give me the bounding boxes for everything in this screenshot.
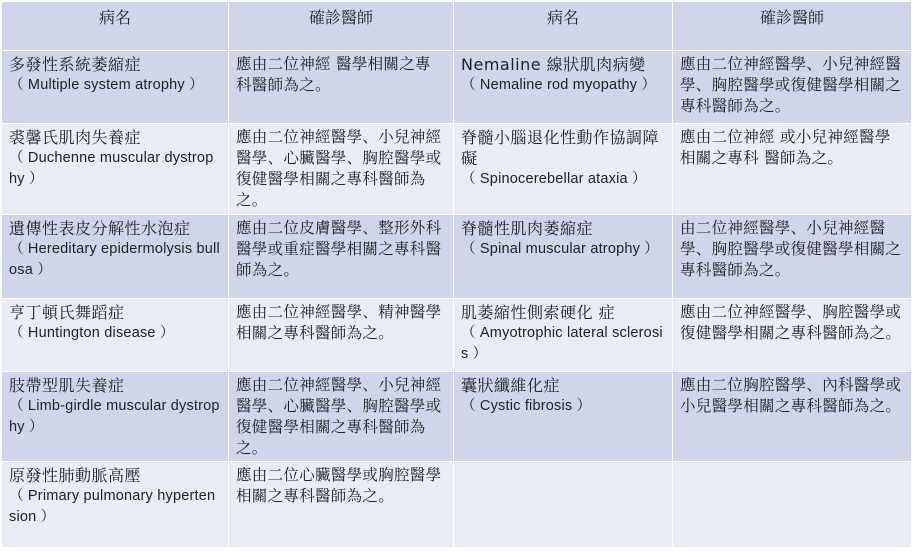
disease-cell [2, 215, 229, 299]
disease-diagnosis-table [1, 1, 912, 548]
disease-cell [2, 462, 229, 548]
doctor-text: 應由二位神經 醫學相關之專 科醫師為之。 [236, 55, 431, 94]
doctor-cell [229, 124, 454, 215]
disease-cell [2, 372, 229, 462]
disease-name-en: （ Spinal muscular atrophy ） [461, 241, 660, 257]
disease-cell [2, 124, 229, 215]
disease-name-zh: 亨丁頓氏舞蹈症 [9, 303, 125, 322]
doctor-text: 應由二位神經醫學、精神醫學相關之專科醫師為之。 [236, 303, 442, 342]
header-disease-right: 病名 [454, 2, 673, 51]
disease-cell [454, 372, 673, 462]
doctor-cell [673, 372, 912, 462]
doctor-cell [673, 462, 912, 548]
disease-name-zh: 遺傳性表皮分解性水泡症 [9, 219, 191, 238]
doctor-cell [229, 462, 454, 548]
header-disease-left: 病名 [2, 2, 229, 51]
disease-name-zh: 脊髓小腦退化性動作協調障礙 [461, 128, 660, 168]
doctor-text: 應由二位神經醫學、小兒神經醫學、胸腔醫學或復健醫學相關之專科醫師為之。 [680, 55, 902, 115]
header-doctor-right: 確診醫師 [673, 2, 912, 51]
disease-name-zh: 囊狀纖維化症 [461, 376, 561, 395]
disease-name-en: （ Primary pulmonary hypertension ） [9, 488, 216, 525]
table-row [2, 462, 912, 548]
disease-cell [454, 215, 673, 299]
table-row [2, 372, 912, 462]
doctor-text: 應由二位皮膚醫學、整形外科醫學或重症醫學相關之專科醫師為之。 [236, 219, 442, 279]
disease-cell [2, 299, 229, 372]
header-row [2, 2, 912, 51]
doctor-text: 應由二位神經醫學、胸腔醫學或復健醫學相關之專科醫師為之。 [680, 303, 902, 342]
doctor-text: 應由二位胸腔醫學、內科醫學或小兒醫學相關之專科醫師為之。 [680, 376, 902, 415]
disease-name-en: （ Cystic fibrosis ） [461, 398, 592, 414]
disease-name-zh: Nemaline 線狀肌肉病變 [461, 55, 646, 74]
disease-cell [454, 299, 673, 372]
disease-name-en: （ Amyotrophic lateral sclerosis ） [461, 325, 663, 362]
disease-name-en: （ Nemaline rod myopathy ） [461, 77, 657, 93]
doctor-text: 應由二位神經醫學、小兒神經醫學、心臟醫學、胸腔醫學或復健醫學相關之專科醫師為之。 [236, 128, 442, 209]
header-doctor-left: 確診醫師 [229, 2, 454, 51]
doctor-text: 應由二位神經 或小兒神經醫學相關之專科 醫師為之。 [680, 128, 891, 167]
disease-name-zh: 脊髓性肌肉萎縮症 [461, 219, 594, 238]
disease-name-zh: 原發性肺動脈高壓 [9, 466, 142, 485]
doctor-cell [673, 124, 912, 215]
disease-name-zh: 肌萎縮性側索硬化 症 [461, 303, 616, 322]
doctor-text: 應由二位心臟醫學或胸腔醫學相關之專科醫師為之。 [236, 466, 442, 505]
doctor-cell [229, 372, 454, 462]
doctor-cell [229, 299, 454, 372]
disease-cell [2, 51, 229, 124]
disease-name-zh: 肢帶型肌失養症 [9, 376, 125, 395]
doctor-cell [229, 51, 454, 124]
disease-cell [454, 51, 673, 124]
table-row [2, 51, 912, 124]
disease-name-en: （ Limb-girdle muscular dystrophy ） [9, 398, 220, 435]
disease-cell [454, 462, 673, 548]
disease-name-en: （ Duchenne muscular dystrophy ） [9, 150, 214, 187]
doctor-text: 由二位神經醫學、小兒神經醫學、胸腔醫學或復健醫學相關之專科醫師為之。 [680, 219, 902, 279]
doctor-cell [673, 51, 912, 124]
table-row [2, 124, 912, 215]
doctor-cell [673, 299, 912, 372]
table-row [2, 215, 912, 299]
disease-name-en: （ Huntington disease ） [9, 325, 175, 341]
table-row [2, 299, 912, 372]
disease-name-en: （ Hereditary epidermolysis bullosa ） [9, 241, 220, 278]
doctor-cell [673, 215, 912, 299]
disease-name-zh: 裘馨氏肌肉失養症 [9, 128, 142, 147]
disease-cell [454, 124, 673, 215]
doctor-cell [229, 215, 454, 299]
disease-name-en: （ Multiple system atrophy ） [9, 77, 204, 93]
disease-name-zh: 多發性系統萎縮症 [9, 55, 142, 74]
disease-name-en: （ Spinocerebellar ataxia ） [461, 171, 647, 187]
doctor-text: 應由二位神經醫學、小兒神經醫學、心臟醫學、胸腔醫學或復健醫學相關之專科醫師為之。 [236, 376, 442, 457]
